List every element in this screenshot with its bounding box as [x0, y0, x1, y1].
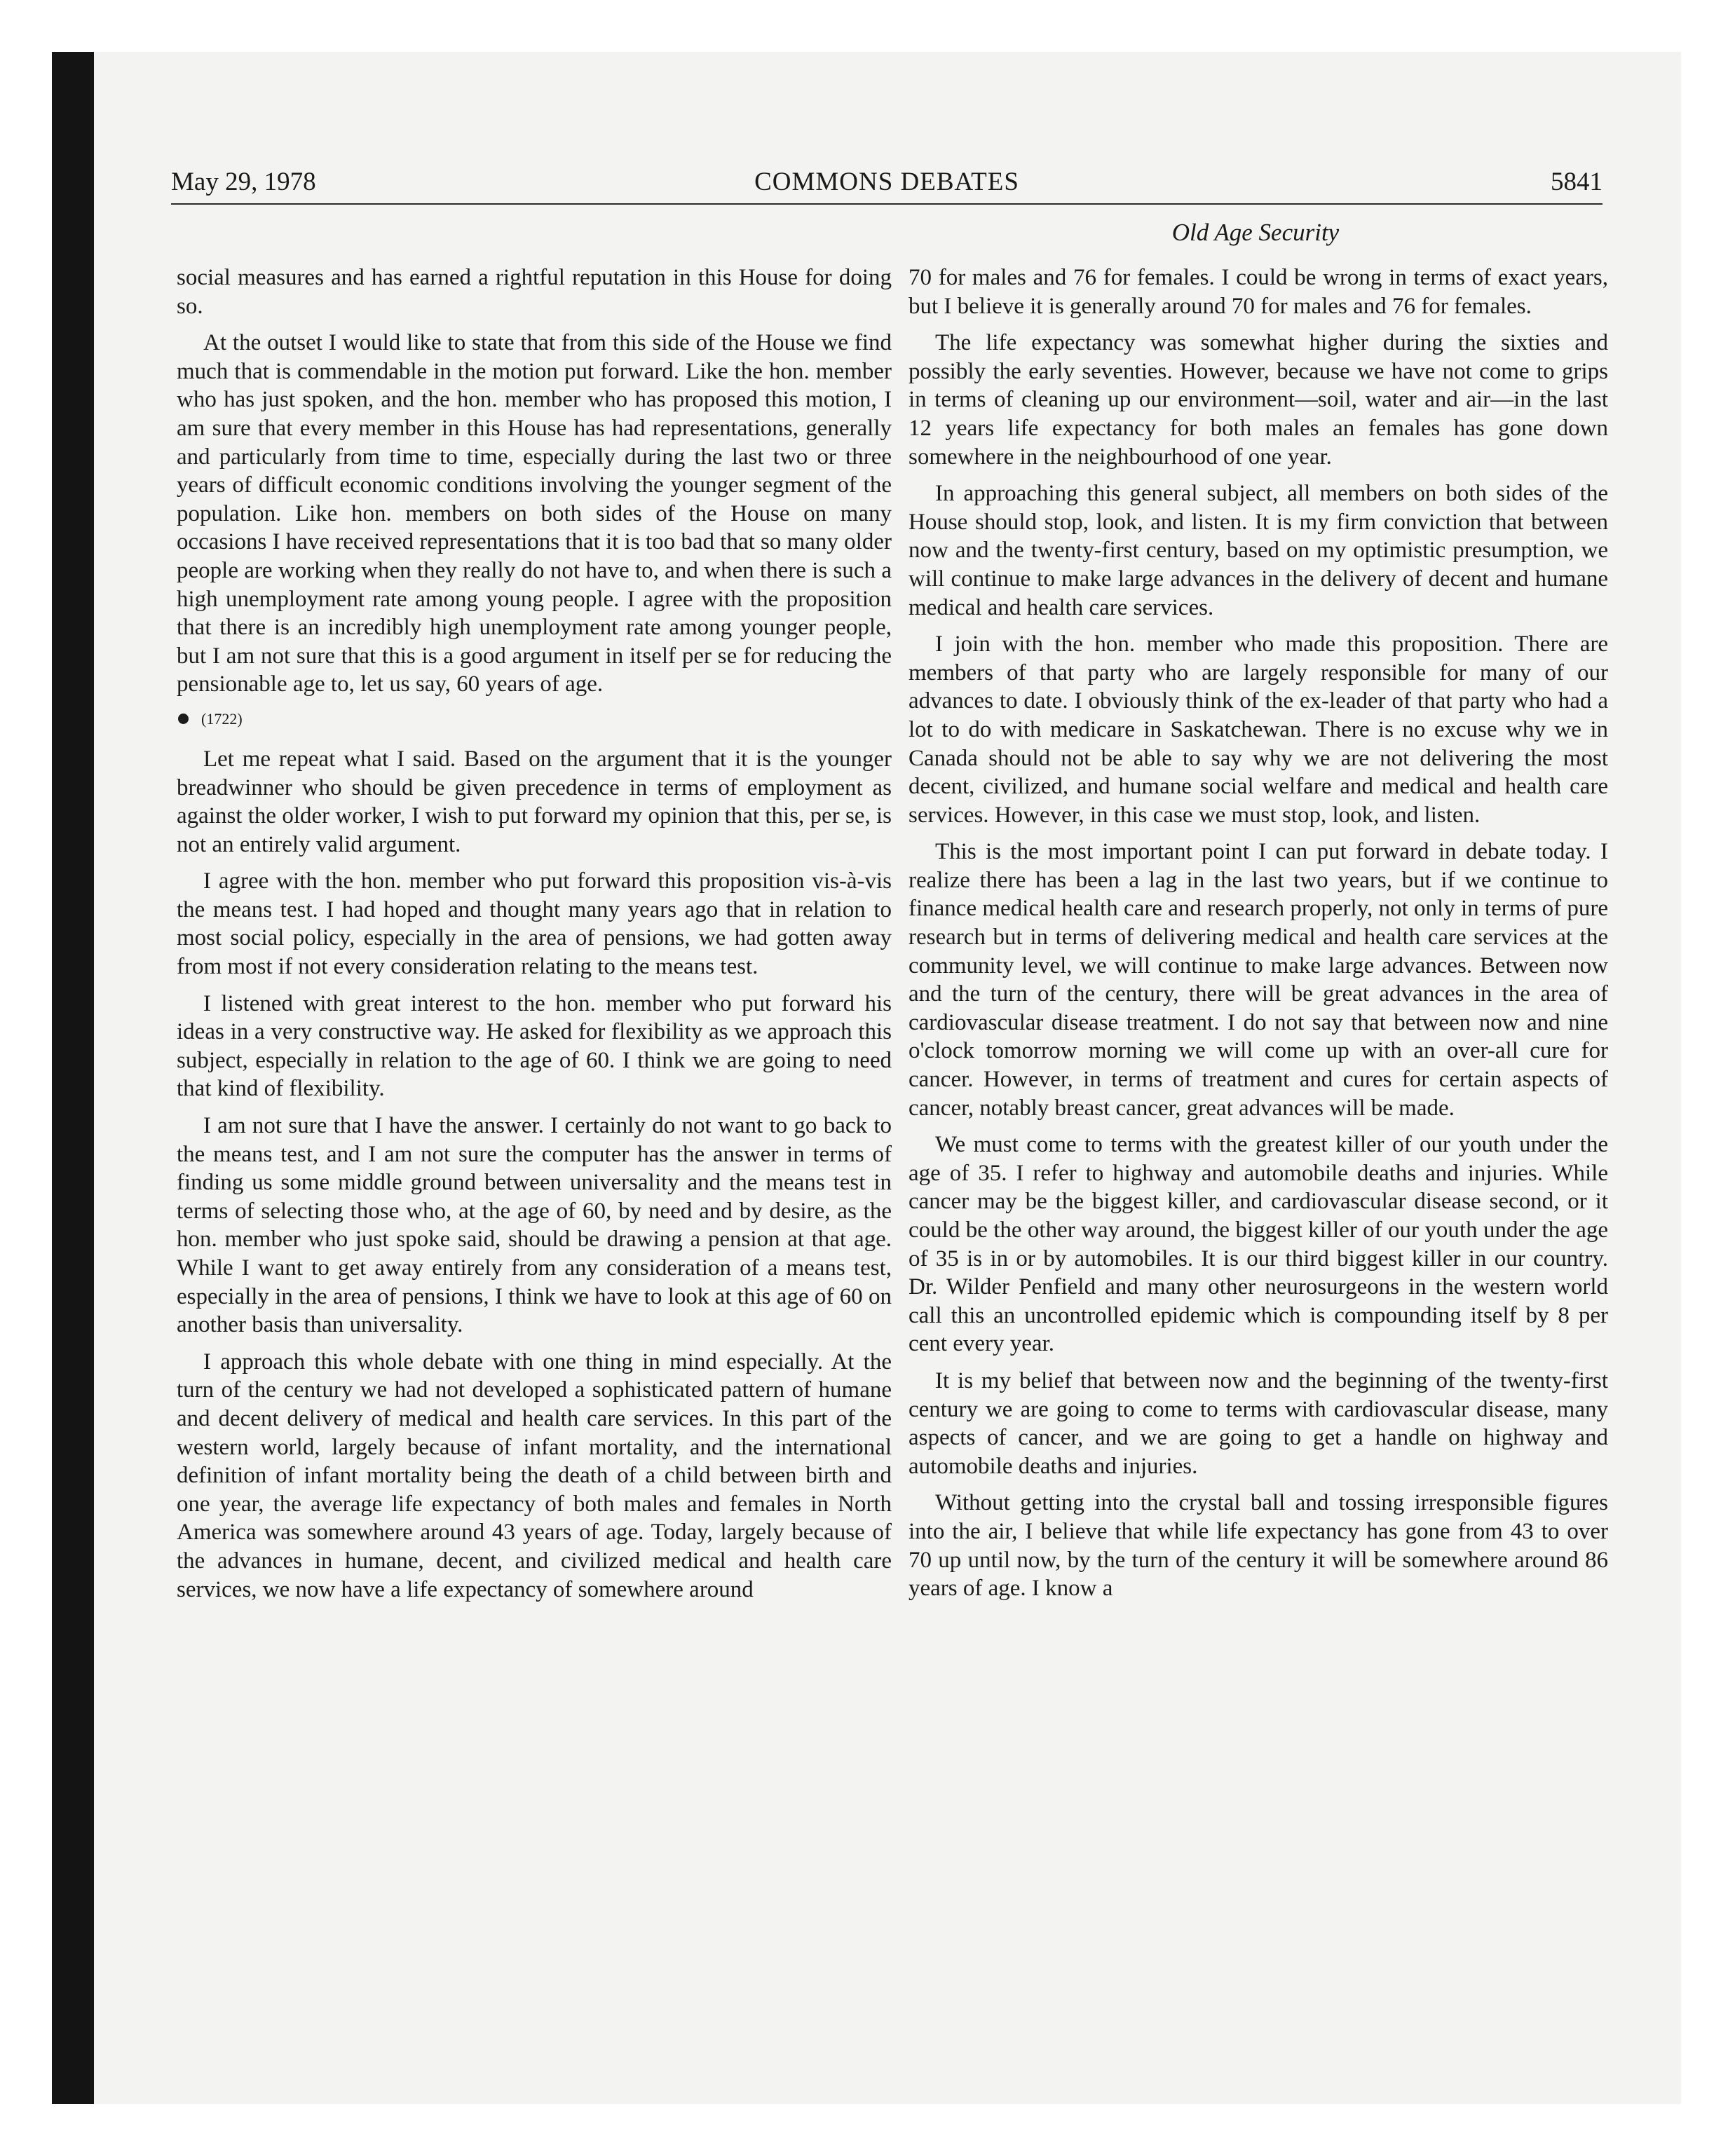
paragraph: I listened with great interest to the hon. member who put forward his ideas in a very constructive way. He asked for flexibility as we approach this subject, especially in relation to the age of 60. I think we are going to need that kind of flexibility. — [177, 990, 892, 1102]
paragraph: The life expectancy was somewhat higher during the sixties and possibly the early seventies. However, because we have not come to grips in terms of cleaning up our environment—soil, water and air—in the last 12 years life expectancy for both males an females has gone down somewhere in the neighbourhood of one year. — [909, 330, 1608, 470]
paragraph: I join with the hon. member who made this proposition. There are members of that party who are largely responsible for many of our advances to date. I obviously think of the ex-leader of that party who had a lot to do with medicare in Saskatchewan. There is no excuse why we in Canada should not be able to say why we are not delivering the most decent, civilized, and humane social welfare and medical and health care services. However, in this case we must stop, look, and listen. — [909, 632, 1608, 828]
binding-edge — [52, 52, 94, 2104]
paragraph: It is my belief that between now and the beginning of the twenty-first century we are going to come to terms with cardiovascular disease, many aspects of cancer, and we are going to get a handle on highway and automobile deaths and injuries. — [909, 1367, 1608, 1479]
paragraph: At the outset I would like to state that from this side of the House we find much that is commendable in the motion put forward. Like the hon. member who has just spoken, and the hon. member who has proposed this motion, I am sure that every member in this House has had representations, generally and particularly from time to time, especially during the last two or three years of difficult economic conditions involving the younger segment of the population. Like hon. members on both sides of the House on many occasions I have received representations that it is too bad that so many older people are working when they really do not have to, and when there is such a high unemployment rate among young people. I agree with the proposition that there is an incredibly high unemployment rate among younger people, but I am not sure that this is a good argument in itself per se for reducing the pensionable age to, let us say, 60 years of age. — [177, 330, 892, 697]
bullet-icon — [178, 714, 189, 724]
right-column — [909, 264, 1608, 1611]
paragraph: Let me repeat what I said. Based on the argument that it is the younger breadwinner who should be given precedence in terms of employment as against the older worker, I wish to put forward my opinion that this, per se, is not an entirely valid argument. — [177, 746, 892, 857]
paragraph: 70 for males and 76 for females. I could be wrong in terms of exact years, but I believe it is generally around 70 for males and 76 for females. — [909, 265, 1608, 319]
paragraph: Without getting into the crystal ball and tossing irresponsible figures into the air, I believe that while life expectancy has gone from 43 to over 70 up until now, by the turn of the century it will be somewhere around 86 years of age. I know a — [909, 1490, 1608, 1602]
header-date: May 29, 1978 — [171, 168, 316, 196]
page-header — [171, 167, 1603, 203]
time-marker — [177, 709, 892, 730]
time-marker-label: (1722) — [201, 709, 243, 728]
paragraph: I approach this whole debate with one thing in mind especially. At the turn of the century we had not developed a sophisticated pattern of humane and decent delivery of medical and health care services. In this part of the western world, largely because of infant mortality, and the international definition of infant mortality being the death of a child between birth and one year, the average life expectancy of both males and females in North America was somewhere around 43 years of age. Today, largely because of the advances in humane, decent, and civilized medical and health care services, we now have a life expectancy of somewhere around — [177, 1349, 892, 1602]
left-column — [177, 264, 892, 1612]
header-rule — [171, 203, 1603, 205]
paragraph: social measures and has earned a rightful reputation in this House for doing so. — [177, 265, 892, 319]
paragraph: This is the most important point I can put forward in debate today. I realize there has been a lag in the last two years, but if we continue to finance medical health care and research properly, not only in terms of pure research but in terms of delivering medical and health care services at the community level, we will continue to make large advances. Between now and the turn of the century, there will be great advances in the area of cardiovascular disease treatment. I do not say that between now and nine o'clock tomorrow morning we will come up with an over-all cure for cancer. However, in terms of treatment and cures for certain aspects of cancer, notably breast cancer, great advances will be made. — [909, 839, 1608, 1121]
section-running-head: Old Age Security — [1171, 219, 1340, 246]
paragraph: In approaching this general subject, all members on both sides of the House should stop, look, and listen. It is my firm conviction that between now and the twenty-first century, based on my optimistic presumption, we will continue to make large advances in the delivery of decent and humane medical and health care services. — [909, 481, 1608, 620]
page-number: 5841 — [1551, 168, 1603, 196]
paragraph: I am not sure that I have the answer. I certainly do not want to go back to the means test, and I am not sure the computer has the answer in terms of finding us some middle ground between universality and the means test in terms of selecting those who, at the age of 60, by need and by desire, as the hon. member who just spoke said, should be drawing a pension at that age. While I want to get away entirely from any consideration of a means test, especially in the area of pensions, I think we have to look at this age of 60 on another basis than universality. — [177, 1113, 892, 1338]
paragraph: We must come to terms with the greatest killer of our youth under the age of 35. I refer to highway and automobile deaths and injuries. While cancer may be the biggest killer, and cardiovascular disease second, or it could be the other way around, the biggest killer of our youth under the age of 35 is in or by automobiles. It is our third biggest killer in our country. Dr. Wilder Penfield and many other neurosurgeons in the western world call this an uncontrolled epidemic which is compounding itself by 8 per cent every year. — [909, 1132, 1608, 1357]
paragraph: I agree with the hon. member who put forward this proposition vis-à-vis the means test. I had hoped and thought many years ago that in relation to most social policy, especially in the area of pensions, we had gotten away from most if not every consideration relating to the means test. — [177, 868, 892, 980]
header-title: COMMONS DEBATES — [754, 168, 1019, 196]
